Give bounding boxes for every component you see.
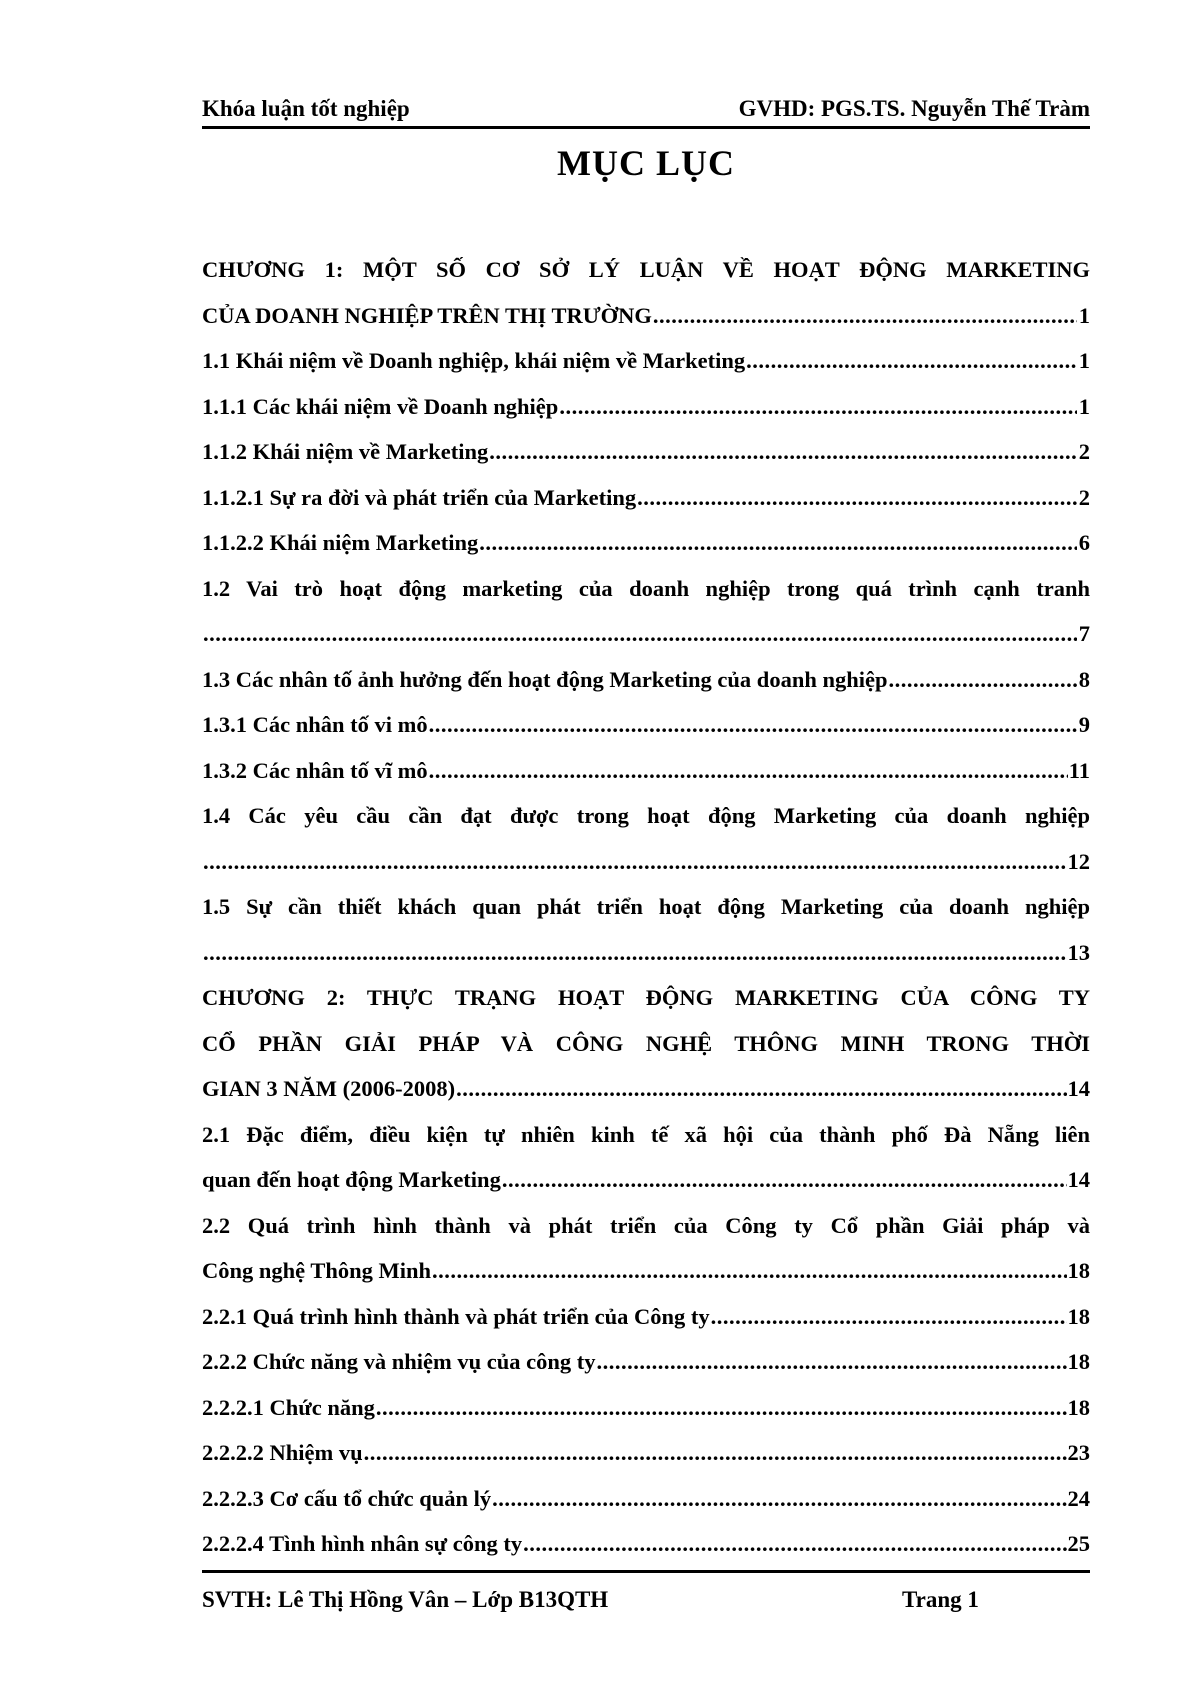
toc-entry-title: 2.2.2.2 Nhiệm vụ <box>202 1440 363 1465</box>
toc-entry[interactable] <box>202 1385 1090 1431</box>
toc-leader-dots <box>203 839 1067 885</box>
toc-entry-title: 1.1.2.1 Sự ra đời và phát triển của Marketing <box>202 484 637 510</box>
toc-entry-title: 1.3.1 Các nhân tố vi mô <box>202 712 428 737</box>
toc-entry[interactable] <box>202 384 1090 430</box>
toc-entry[interactable] <box>202 566 1090 612</box>
toc-leader-dots <box>711 1294 1067 1340</box>
toc-entry[interactable] <box>202 1112 1090 1158</box>
toc-entry-title: 2.2 Quá trình hình thành và phát triển của Công ty Cổ phần Giải pháp và <box>202 1212 1090 1238</box>
toc-entry-title: 1.2 Vai trò hoạt động marketing của doanh nghiệp trong quá trình cạnh tranh <box>202 575 1090 601</box>
toc-leader-dots <box>479 520 1077 566</box>
footer-page-number: Trang 1 <box>902 1587 979 1612</box>
toc-leader-dots <box>364 1430 1067 1476</box>
toc-entry-page: 11 <box>1068 757 1090 783</box>
toc-entry[interactable] <box>202 793 1090 839</box>
toc-entry-title: 2.2.2.3 Cơ cấu tổ chức quản lý <box>202 1485 492 1511</box>
toc-leader-dots <box>653 293 1077 339</box>
toc-entry[interactable] <box>202 1294 1090 1340</box>
toc-entry-page: 25 <box>1067 1531 1090 1556</box>
toc-leader-dots <box>559 384 1077 430</box>
toc-entry-title: CHƯƠNG 2: THỰC TRẠNG HOẠT ĐỘNG MARKETING CỦA CÔNG TY <box>202 985 1090 1010</box>
header-advisor-label: GVHD: PGS.TS. Nguyễn Thế Tràm <box>738 96 1090 121</box>
toc-entry[interactable] <box>202 611 1090 657</box>
toc-entry[interactable] <box>202 975 1090 1021</box>
toc-entry-title: CHƯƠNG 1: MỘT SỐ CƠ SỞ LÝ LUẬN VỀ HOẠT ĐỘNG MARKETING <box>202 257 1090 282</box>
toc-entry-title: CỦA DOANH NGHIỆP TRÊN THỊ TRƯỜNG <box>202 302 652 328</box>
toc-entry-page: 18 <box>1067 1303 1090 1329</box>
toc-entry-title: 1.1 Khái niệm về Doanh nghiệp, khái niệm về Marketing <box>202 348 746 373</box>
toc-leader-dots <box>597 1339 1067 1385</box>
toc-entry-title: 1.4 Các yêu cầu cần đạt được trong hoạt động Marketing của doanh nghiệp <box>202 803 1090 828</box>
toc-entry[interactable] <box>202 748 1090 794</box>
toc-entry[interactable] <box>202 338 1090 384</box>
toc-entry[interactable] <box>202 475 1090 521</box>
toc-entry[interactable] <box>202 247 1090 293</box>
toc-entry-title: quan đến hoạt động Marketing <box>202 1167 501 1192</box>
toc-entry-page: 2 <box>1078 484 1090 510</box>
toc-entry-page: 18 <box>1067 1258 1090 1283</box>
toc-entry-title: 2.2.2 Chức năng và nhiệm vụ của công ty <box>202 1349 596 1374</box>
toc-entry[interactable] <box>202 702 1090 748</box>
toc-leader-dots <box>429 702 1077 748</box>
toc-leader-dots <box>203 930 1067 976</box>
toc-entry-title: 2.2.2.1 Chức năng <box>202 1394 375 1420</box>
toc-entry[interactable] <box>202 1521 1090 1567</box>
page-title: MỤC LỤC <box>557 143 735 183</box>
toc-entry-page: 2 <box>1078 439 1090 464</box>
toc-entry-page: 7 <box>1078 621 1090 646</box>
toc-entry-page: 18 <box>1067 1349 1090 1374</box>
toc-leader-dots <box>492 1476 1066 1522</box>
toc-entry-title: 2.2.1 Quá trình hình thành và phát triển của Công ty <box>202 1303 710 1329</box>
toc-entry-page: 9 <box>1078 712 1090 737</box>
header-thesis-label: Khóa luận tốt nghiệp <box>202 96 410 121</box>
toc-leader-dots <box>429 748 1068 794</box>
toc-entry-page: 1 <box>1078 302 1090 328</box>
toc-leader-dots <box>889 657 1077 703</box>
toc-entry-page: 14 <box>1067 1167 1090 1192</box>
toc-entry[interactable] <box>202 1157 1090 1203</box>
toc-entry[interactable] <box>202 520 1090 566</box>
toc-entry-page: 8 <box>1078 666 1090 692</box>
toc-entry-page: 13 <box>1067 939 1090 965</box>
footer-student-label: SVTH: Lê Thị Hồng Vân – Lớp B13QTH <box>202 1587 609 1612</box>
toc-entry[interactable] <box>202 1021 1090 1067</box>
toc-entry-title: 1.5 Sự cần thiết khách quan phát triển hoạt động Marketing của doanh nghiệp <box>202 894 1090 919</box>
toc-entry[interactable] <box>202 1476 1090 1522</box>
toc-entry-page: 1 <box>1078 393 1090 419</box>
toc-entry[interactable] <box>202 930 1090 976</box>
page-footer <box>202 1570 1090 1613</box>
toc-entry[interactable] <box>202 1203 1090 1249</box>
toc-entry-title: Công nghệ Thông Minh <box>202 1258 432 1283</box>
toc-leader-dots <box>432 1248 1066 1294</box>
toc-entry[interactable] <box>202 1066 1090 1112</box>
toc-entry-title: 2.2.2.4 Tình hình nhân sự công ty <box>202 1531 523 1556</box>
toc-entry[interactable] <box>202 1248 1090 1294</box>
toc-entry[interactable] <box>202 1339 1090 1385</box>
toc-entry-title: CỔ PHẦN GIẢI PHÁP VÀ CÔNG NGHỆ THÔNG MINH TRONG THỜI <box>202 1030 1090 1056</box>
toc-entry[interactable] <box>202 1430 1090 1476</box>
toc-entry-title: 1.1.1 Các khái niệm về Doanh nghiệp <box>202 393 559 419</box>
toc-entry-page: 18 <box>1067 1394 1090 1420</box>
toc-entry[interactable] <box>202 429 1090 475</box>
toc-entry-title: 2.1 Đặc điểm, điều kiện tự nhiên kinh tế xã hội của thành phố Đà Nẵng liên <box>202 1121 1090 1147</box>
toc-leader-dots <box>502 1157 1067 1203</box>
toc-entry-page: 1 <box>1078 348 1090 373</box>
toc-entry-page: 6 <box>1078 530 1090 555</box>
toc-entry-page: 14 <box>1067 1076 1090 1101</box>
toc-entry[interactable] <box>202 839 1090 885</box>
toc-entry-title: 1.1.2 Khái niệm về Marketing <box>202 439 489 464</box>
toc-entry-page: 12 <box>1067 848 1090 874</box>
toc-entry-title: 1.1.2.2 Khái niệm Marketing <box>202 530 479 555</box>
toc-leader-dots <box>489 429 1077 475</box>
toc-leader-dots <box>523 1521 1066 1567</box>
toc-leader-dots <box>456 1066 1066 1112</box>
toc-entry-page: 24 <box>1067 1485 1090 1511</box>
toc-entry[interactable] <box>202 884 1090 930</box>
toc-entry-title: GIAN 3 NĂM (2006-2008) <box>202 1076 456 1101</box>
toc-leader-dots <box>203 611 1077 657</box>
toc-entry-page: 23 <box>1067 1440 1090 1465</box>
toc-entry-title: 1.3 Các nhân tố ảnh hưởng đến hoạt động Marketing của doanh nghiệp <box>202 666 888 692</box>
toc-entry[interactable] <box>202 657 1090 703</box>
toc-leader-dots <box>637 475 1077 521</box>
toc-entry-title: 1.3.2 Các nhân tố vĩ mô <box>202 757 428 783</box>
toc-entry[interactable] <box>202 293 1090 339</box>
page-header <box>202 92 1090 129</box>
table-of-contents <box>202 247 1090 1567</box>
toc-leader-dots <box>376 1385 1067 1431</box>
toc-leader-dots <box>746 338 1077 384</box>
